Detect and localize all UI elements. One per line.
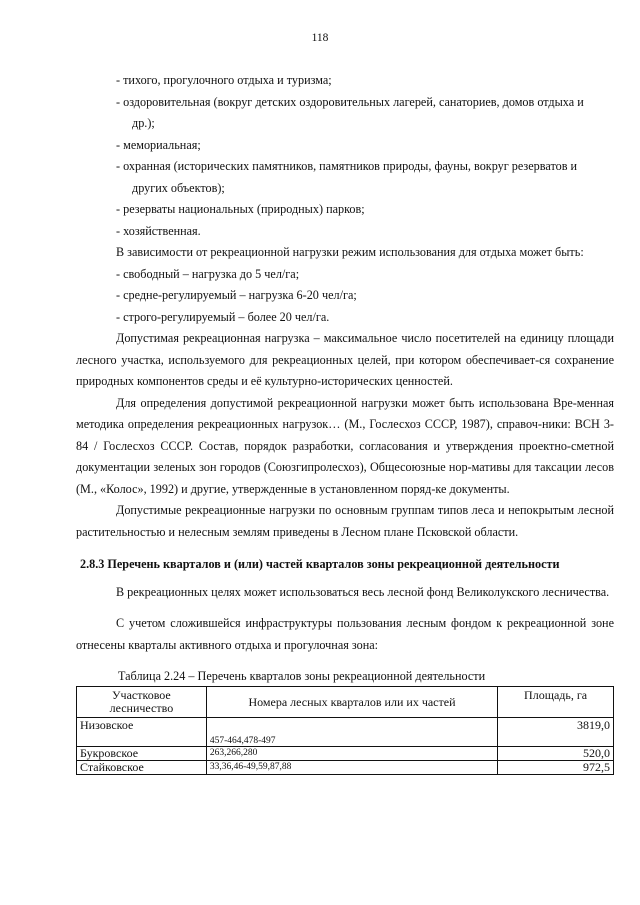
regime-list — [76, 264, 614, 329]
column-header: Участковое лесничество — [77, 687, 207, 718]
page-number: 118 — [311, 32, 329, 44]
table-caption: Таблица 2.24 – Перечень кварталов зоны рекреационной деятельности — [118, 669, 486, 683]
table-row — [77, 747, 614, 761]
list-item: - хозяйственная. — [116, 223, 201, 238]
area-cell: 3819,0 — [498, 718, 614, 747]
list-item: - мемориальная; — [116, 137, 201, 152]
section-heading: 2.8.3 Перечень кварталов и (или) частей кварталов зоны рекреационной деятельности — [80, 557, 560, 571]
regime-intro: В зависимости от рекреационной нагрузки режим использования для отдыха может быть: — [116, 245, 584, 259]
list-item: - средне-регулируемый – нагрузка 6-20 чел/га; — [116, 288, 357, 302]
list-item: - оздоровительная (вокруг детских оздоровительных лагерей, санаториев, домов отдыха и др.); — [116, 94, 584, 130]
paragraph-fund: В рекреационных целях может использоваться весь лесной фонд Великолукского лесничества. — [116, 584, 610, 599]
list-item: - строго-регулируемый – более 20 чел/га. — [116, 309, 330, 324]
column-header: Номера лесных кварталов или их частей — [206, 687, 497, 718]
column-header: Площадь, га — [498, 687, 614, 718]
list-item: - резерваты национальных (природных) парков; — [116, 202, 365, 216]
list-item: - охранная (исторических памятников, памятников природы, фауны, вокруг резерватов и других объектов); — [116, 159, 578, 195]
page-content — [76, 70, 614, 775]
paragraph-load: Допустимая рекреационная нагрузка – максимальное число посетителей на единицу площади лесного участка, используемого для рекреационных целей, при котором обеспечивает-ся сохранение природных компонентов среды и её культурно-исторических ценностей. — [76, 331, 614, 388]
recreation-quarters-table — [76, 686, 614, 775]
area-cell: 520,0 — [498, 747, 614, 761]
district-cell: Низовское — [77, 718, 207, 747]
quarters-cell: 33,36,46-49,59,87,88 — [206, 761, 497, 775]
list-item: - тихого, прогулочного отдыха и туризма; — [116, 73, 332, 87]
paragraph-methods: Для определения допустимой рекреационной нагрузки может быть использована Вре-менная методика определения рекреационных нагрузок… (М., Гослесхоз СССР, 1987), справоч-ники: ВСН 3-84 / Гослесхоз СССР. Состав, порядок разработки, согласования и утверждения проектно-сметной документации зеленых зон городов (Союзгипролесхоз), Общесоюзные нор-мативы для таксации лесов (М., «Колос», 1992) и другие, утвержденные в установленном поряд-ке документы. — [76, 395, 614, 496]
district-cell: Стайковское — [77, 761, 207, 775]
table-row — [77, 761, 614, 775]
paragraph-groups: Допустимые рекреационные нагрузки по основным группам типов леса и непокрытым лесной растительностью и нелесным землям приведены в Лесном плане Псковской области. — [76, 503, 614, 539]
district-cell: Букровское — [77, 747, 207, 761]
paragraph-infrastructure: С учетом сложившейся инфраструктуры пользования лесным фондом к рекреационной зоне отнесены кварталы активного отдыха и прогулочная зона: — [76, 616, 614, 652]
quarters-cell: 457-464,478-497 — [206, 718, 497, 747]
quarters-cell: 263,266,280 — [206, 747, 497, 761]
area-cell: 972,5 — [498, 761, 614, 775]
list-item: - свободный – нагрузка до 5 чел/га; — [116, 266, 300, 281]
zone-types-list — [76, 70, 614, 242]
table-row — [77, 718, 614, 747]
